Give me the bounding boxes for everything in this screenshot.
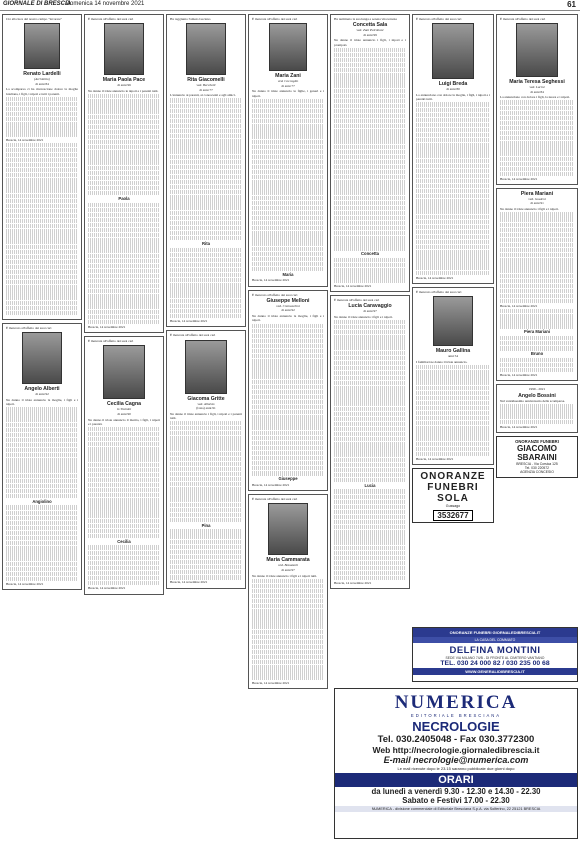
- obituary-subtitle: ved. Coccaglio: [277, 79, 299, 84]
- obituary-name: Renato Lardelli: [23, 71, 61, 78]
- obituary-intro: Ciò alla luce del nostro campo "lavorare": [6, 17, 63, 21]
- obituary-text: Ne danno il triste annuncio i figli, i nipoti e i pronipoti.: [334, 38, 406, 47]
- ad-name-first: GIACOMO: [516, 443, 558, 453]
- ad-agency: AGENZIA CONCESIO: [520, 470, 554, 475]
- column-5: [330, 14, 410, 683]
- obituary-text: Ne danno il triste annuncio la moglie, i figli e i nipoti.: [252, 314, 324, 323]
- necrologie-heading: NECROLOGIE: [412, 719, 500, 734]
- obituary-top: È mancato all'affetto dei suoi cari: [252, 292, 298, 297]
- ad-phone: TEL. 030 24 000 82 / 030 235 00 68: [440, 660, 550, 667]
- obituary-date: Brescia, 14 novembre 2021: [170, 580, 208, 585]
- obituary-text: Ne danno il triste annuncio il marito, i figli, i nipoti e i parenti.: [88, 417, 160, 426]
- portrait-photo: [22, 332, 62, 384]
- obituary-subtitle: (Architetto): [34, 77, 50, 82]
- obituary-top: È mancata all'affetto dei suoi cari: [252, 17, 298, 21]
- necrologie-note: Le mail ricevute dopo le 23.15 saranno pubblicate due giorni dopo: [397, 766, 515, 771]
- portrait-photo: [103, 345, 145, 399]
- obituary-age: di anni 77: [281, 83, 295, 88]
- ad-name-last: SBARAINI: [517, 452, 557, 462]
- obituary-name: Maria Cammarata: [266, 557, 310, 564]
- ad-band-sub: LA CASA DEL COMMIATO: [413, 637, 577, 643]
- obituary-name: Angelo Bossini: [518, 393, 556, 400]
- obituary-date: Brescia, 14 novembre 2021: [334, 581, 372, 586]
- portrait-photo: [269, 23, 307, 71]
- portrait-photo: [24, 23, 60, 69]
- obituary-sala: [330, 14, 410, 292]
- obituary-top: È mancata all'affetto dei suoi cari: [334, 297, 380, 302]
- ad-band: ONORANZE FUNEBRI GIORNALEDIBRESCIA.IT: [413, 628, 577, 637]
- obituary-text: Lo annunciano con dolore la moglie, i figli, i nipoti e i parenti tutti.: [416, 93, 490, 102]
- obituary-cagna: [84, 336, 164, 594]
- obituary-date: Brescia, 14 novembre 2021: [334, 283, 372, 288]
- obituary-top: È mancata all'affetto dei suoi cari: [500, 17, 546, 21]
- obituary-age: di anni 91: [530, 201, 544, 206]
- ad-address: SEDE VIA MILANO 74/B - DI FRONTE AL CIMITERO VANTIANO: [445, 656, 545, 660]
- obituary-text: Ne danno il triste annuncio la moglie, i figli e i nipoti.: [6, 397, 78, 407]
- portrait-photo: [104, 23, 144, 75]
- portrait-photo: [268, 503, 308, 555]
- necrologie-email[interactable]: E-mail necrologie@numerica.com: [383, 755, 529, 765]
- obituary-text: Nel ventiduesimo anniversario della scomparsa.: [500, 399, 566, 404]
- obituary-signature: Giuseppe: [278, 476, 298, 482]
- obituary-top: È mancata all'affetto dei suoi cari: [252, 497, 298, 502]
- ad-brand: DELFINA MONTINI: [449, 645, 541, 656]
- ad-heading: ONORANZE FUNEBRI: [515, 438, 559, 444]
- obituary-name: Cecilia Cagna: [106, 401, 142, 408]
- column-3: [166, 14, 246, 839]
- obituary-gritte: [166, 330, 246, 588]
- obituary-date: Brescia, 14 novembre 2021: [500, 304, 538, 309]
- obituary-name: Piera Mariani: [520, 191, 554, 198]
- obituary-lardelli: [2, 14, 82, 320]
- obituary-date: Brescia, 14 novembre 2021: [500, 424, 538, 429]
- column-4: [248, 14, 328, 839]
- obituary-subtitle: ved. Becchetti: [196, 83, 216, 88]
- ad-phone: Tel. 030 220572: [524, 466, 550, 471]
- obituary-text: L'annuncio ai parenti, ai conoscenti e agli amici.: [170, 93, 236, 98]
- portrait-photo: [185, 340, 227, 394]
- portrait-photo: [433, 296, 473, 346]
- obituary-age: di anni 96: [117, 83, 131, 88]
- ad-numerica-necrologie: [334, 688, 578, 839]
- obituary-name: Maria Paola Pace: [102, 77, 146, 84]
- column-1: [2, 14, 82, 839]
- obituary-top: È mancato all'affetto dei suoi cari: [416, 289, 462, 294]
- column-7: [496, 14, 578, 623]
- obituary-subtitle: ved. Cremaschini: [276, 304, 300, 309]
- obituary-age: di anni 84: [35, 81, 49, 86]
- ad-brand: ONORANZE FUNEBRI SOLA: [420, 470, 486, 504]
- obituary-age: di anni 99: [363, 32, 377, 37]
- obituary-name: Concetta Sala: [352, 22, 388, 29]
- obituary-top: È mancata all'affetto dei suoi cari: [170, 333, 216, 338]
- obituary-subtitle: ved. Lucini: [529, 85, 545, 90]
- obituary-top: È mancato all'affetto dei suoi cari: [6, 325, 52, 330]
- obituary-cammarata: [248, 494, 328, 689]
- obituary-date: Brescia, 14 novembre 2021: [6, 137, 44, 142]
- obituary-gallina: [412, 287, 494, 465]
- necrologie-website[interactable]: Web http://necrologie.giornaledibrescia.it: [372, 745, 540, 755]
- numerica-logo: NUMERICA: [394, 692, 518, 713]
- obituary-name: Maria Teresa Seghessi: [509, 79, 565, 86]
- obituary-date: Brescia, 14 novembre 2021: [252, 482, 290, 487]
- obituary-melloni: [248, 290, 328, 491]
- obituary-signature: Angiolino: [32, 498, 52, 504]
- obituary-signature: Cecilia: [117, 538, 131, 544]
- obituary-alberti: [2, 323, 82, 590]
- obituary-subtitle: in Trainini: [116, 407, 132, 412]
- obituary-age: di anni 84: [530, 89, 544, 94]
- portrait-photo: [516, 23, 558, 77]
- obituary-date: Brescia, 14 novembre 2021: [6, 581, 44, 586]
- obituary-age: di anni 80: [446, 87, 460, 92]
- orari-weekdays: da lunedì a venerdì 9.30 - 12.30 e 14.30 - 22.30: [371, 787, 541, 796]
- obituary-name: Lucia Caravaggio: [348, 303, 392, 310]
- obituary-text: Ne danno il triste annuncio i figli e i nipoti tutti.: [252, 573, 318, 578]
- obituary-name: Mauro Gallina: [435, 348, 471, 355]
- obituary-top: Ha terminato la sua lunga e serena vita terrena: [334, 17, 397, 21]
- obituary-subtitle: ved. Gualeni: [528, 197, 546, 202]
- obituary-signature: Maria: [282, 271, 294, 277]
- ad-address: BRESCIA - Via Corsica 125: [516, 461, 558, 466]
- obituary-subtitle: ved. Bonazzoli: [278, 563, 298, 568]
- obituary-signature: Rita: [202, 240, 210, 246]
- obituary-age: di anni 97: [363, 309, 377, 314]
- ad-phone: 3532677: [433, 510, 472, 521]
- obituary-text: La scomparsa ci ha rincrescione dolore la moglie Giuliana, i figli, i nipoti e tutti i parenti.: [6, 87, 78, 96]
- portrait-photo: [186, 23, 226, 75]
- newspaper-name: GIORNALE DI BRESCIA: [3, 1, 72, 7]
- obituary-breda: [412, 14, 494, 284]
- obituary-age: anni 54: [447, 354, 459, 359]
- obituary-age: di anni 90: [117, 411, 131, 416]
- obituary-signature: Concetta: [361, 251, 379, 257]
- ad-onoranze-sbaraini: [496, 436, 578, 478]
- obituary-signature: Pina: [201, 522, 211, 528]
- obituary-name: Maria Zani: [275, 73, 301, 80]
- obituary-text: Ne danno il triste annuncio le figlie, i generi e i nipoti.: [252, 89, 324, 98]
- obituary-signature: Lucia: [364, 482, 376, 488]
- obituary-age: di anni 92: [35, 392, 49, 397]
- obituary-text: Ne danno il triste annuncio le nipoti e i parenti tutti.: [88, 89, 159, 94]
- obituary-text: La annunciano con dolore i figli, la nuora e i nipoti.: [500, 95, 571, 100]
- portrait-photo: [432, 23, 474, 79]
- ad-onoranze-sola: [412, 468, 494, 523]
- orari-weekend: Sabato e Festivi 17.00 - 22.30: [402, 796, 510, 805]
- obituary-text: Ne danno il triste annuncio i figli e i nipoti.: [500, 207, 559, 212]
- issue-date: · Domenica 14 novembre 2021: [62, 1, 145, 7]
- obituary-text: Ne danno il triste annuncio i figli, i nipoti e i parenti tutti.: [170, 411, 242, 420]
- obituary-name: Giuseppe Melloni: [266, 298, 310, 305]
- column-6: [412, 14, 494, 623]
- obituary-subtitle: ved. Zani Petroboni: [356, 28, 384, 33]
- obituary-mariani: [496, 188, 578, 381]
- orari-heading: ORARI: [335, 773, 577, 787]
- obituary-date: Brescia, 14 novembre 2021: [252, 278, 290, 283]
- anniversary-bossini: [496, 384, 578, 433]
- obituary-giacomelli: [166, 14, 246, 327]
- obituary-pace: [84, 14, 164, 333]
- obituary-top: È mancata all'affetto dei suoi cari: [88, 339, 134, 344]
- obituary-date: Brescia, 14 novembre 2021: [170, 318, 208, 323]
- page-header: [0, 0, 580, 11]
- obituary-text: I familiari ne danno il triste annuncio.: [416, 360, 468, 365]
- obituary-top: È mancata all'affetto dei suoi cari: [88, 17, 134, 21]
- obituary-subtitle: ved. Alloisio: [197, 401, 215, 406]
- obituary-age: di anni 77: [199, 87, 213, 92]
- obituary-date: Brescia, 14 novembre 2021: [500, 373, 538, 378]
- ad-location: Gussago: [445, 503, 461, 508]
- column-2: [84, 14, 164, 839]
- obituary-signature: Paola: [118, 195, 130, 201]
- obituary-seghessi: [496, 14, 578, 185]
- obituary-top: Ha raggiunto l'amato Luciano: [170, 17, 211, 21]
- page-number: 61: [567, 0, 576, 9]
- obituary-name: Angelo Alberti: [24, 386, 60, 393]
- obituary-caravaggio: [330, 295, 410, 590]
- ad-delfina-montini: [412, 627, 578, 682]
- obituary-signature: Piera Mariani: [523, 329, 551, 335]
- obituary-age: di anni 97: [281, 567, 295, 572]
- necrologie-phone: Tel. 030.2405048 - Fax 030.3772300: [377, 734, 535, 745]
- obituary-top: È mancato all'affetto dei suoi cari: [416, 17, 462, 21]
- obituary-name: Luigi Breda: [438, 81, 468, 88]
- ad-website[interactable]: WWW.GENERALIDIBRESCIA.IT: [413, 668, 577, 675]
- obituary-date: Brescia, 14 novembre 2021: [416, 275, 454, 280]
- obituary-date: Brescia, 14 novembre 2021: [416, 456, 454, 461]
- obituary-date: Brescia, 14 novembre 2021: [252, 680, 290, 685]
- obituary-name: Rita Giacomelli: [187, 77, 225, 84]
- anniversary-years: 1999 - 2021: [528, 387, 546, 392]
- numerica-footer: NUMERICA - divisione commerciale di Editoriale Bresciana S.p.A. via Solferino, 22 25121 BRESCIA: [335, 806, 577, 812]
- obituary-date: Brescia, 14 novembre 2021: [500, 176, 538, 181]
- obituary-date: Brescia, 14 novembre 2021: [88, 324, 126, 329]
- obituary-date: Brescia, 14 novembre 2021: [88, 586, 126, 591]
- obituary-age: (Lina) anni 91: [196, 405, 216, 410]
- obituary-age: di anni 92: [281, 308, 295, 313]
- obituary-text: Ne danno il triste annuncio i figli e i nipoti.: [334, 314, 393, 319]
- obituary-name: Giacoma Gritte: [187, 395, 225, 402]
- numerica-tagline: EDITORIALE BRESCIANA: [410, 713, 502, 718]
- obituary-signature: Bruno: [530, 351, 544, 357]
- obituary-zani: [248, 14, 328, 287]
